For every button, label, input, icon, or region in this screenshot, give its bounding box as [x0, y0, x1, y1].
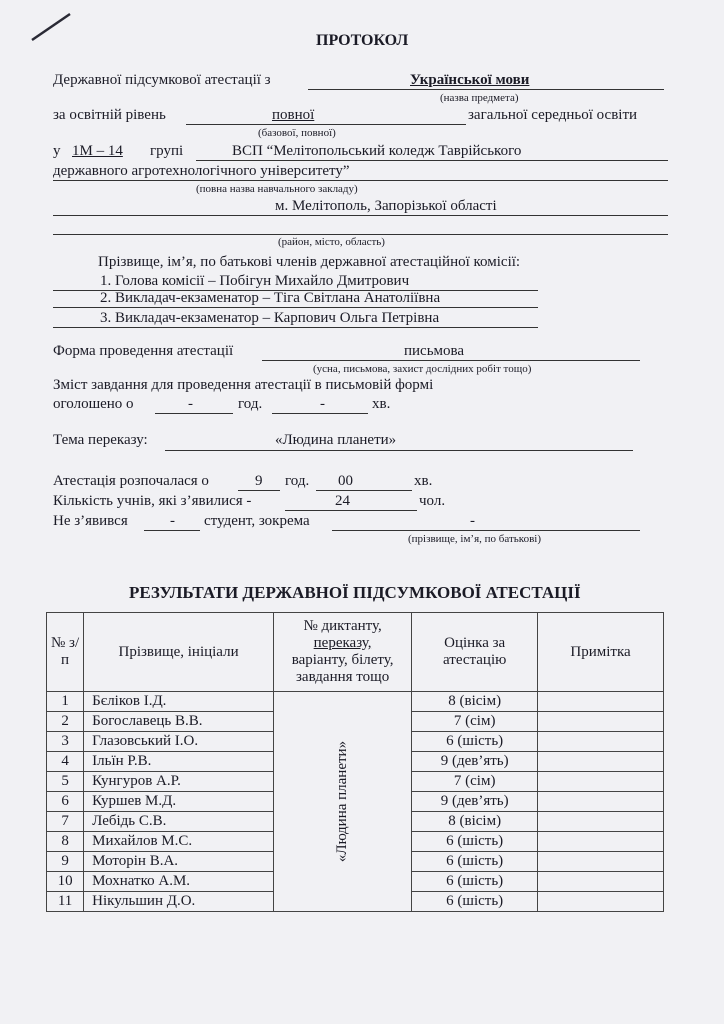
member-2-underline	[53, 307, 538, 308]
group-word: групі	[150, 143, 184, 159]
row-number: 10	[47, 872, 84, 892]
header-num: № з/п	[47, 613, 84, 692]
student-grade: 6 (шість)	[412, 832, 538, 852]
header-name: Прізвище, ініціали	[84, 613, 274, 692]
student-grade: 6 (шість)	[412, 732, 538, 752]
row-number: 6	[47, 792, 84, 812]
student-grade: 6 (шість)	[412, 852, 538, 872]
row-number: 3	[47, 732, 84, 752]
absent-mid: студент, зокрема	[204, 513, 310, 529]
results-title: РЕЗУЛЬТАТИ ДЕРЖАВНОЇ ПІДСУМКОВОЇ АТЕСТАЦІЇ	[129, 583, 581, 602]
row-number: 1	[47, 692, 84, 712]
student-name: Михайлов М.С.	[84, 832, 274, 852]
commission-heading: Прізвище, ім’я, по батькові членів державної атестаційної комісії:	[98, 254, 521, 270]
commission-member-1: 1. Голова комісії – Побігун Михайло Дмитрович	[100, 273, 410, 289]
present-label: Кількість учнів, які з’явилися -	[53, 493, 252, 509]
header-note: Примітка	[538, 613, 664, 692]
level-caption: (базової, повної)	[258, 127, 336, 139]
student-note	[538, 772, 664, 792]
subject-value: Української мови	[410, 72, 530, 88]
present-suffix: чол.	[419, 493, 446, 509]
student-grade: 9 (дев’ять)	[412, 792, 538, 812]
task-min: -	[320, 396, 325, 412]
institution-caption: (повна назва навчального закладу)	[196, 183, 358, 195]
subject-caption: (назва предмета)	[440, 92, 519, 104]
student-note	[538, 832, 664, 852]
task-hour: -	[188, 396, 193, 412]
city-underline-2	[53, 234, 668, 235]
commission-member-3: 3. Викладач-екзаменатор – Карпович Ольга Петрівна	[100, 310, 440, 326]
institution-underline-2	[53, 180, 668, 181]
topic-label: Тема переказу:	[53, 432, 148, 448]
city-value: м. Мелітополь, Запорізької області	[275, 198, 497, 214]
row-number: 2	[47, 712, 84, 732]
institution-underline-1	[196, 160, 668, 161]
start-hour: 9	[255, 473, 263, 489]
student-grade: 8 (вісім)	[412, 692, 538, 712]
student-name: Бєліков І.Д.	[84, 692, 274, 712]
start-min-label: хв.	[414, 473, 433, 489]
row-number: 7	[47, 812, 84, 832]
absent-names-underline	[332, 530, 640, 531]
header-variant-line-3: варіанту, білету,	[291, 652, 394, 668]
city-underline	[53, 215, 668, 216]
task-hour-label: год.	[238, 396, 263, 412]
form-label: Форма проведення атестації	[53, 343, 234, 359]
task-min-label: хв.	[372, 396, 391, 412]
member-3-underline	[53, 327, 538, 328]
group-prefix: у	[53, 143, 61, 159]
form-underline	[262, 360, 640, 361]
task-min-underline	[272, 413, 368, 414]
group-value: 1М – 14	[72, 143, 123, 159]
subject-underline	[308, 89, 664, 90]
present-value: 24	[335, 493, 350, 509]
pen-stroke-mark	[30, 12, 72, 42]
student-note	[538, 732, 664, 752]
student-grade: 6 (шість)	[412, 892, 538, 912]
topic-underline	[165, 450, 633, 451]
present-underline	[285, 510, 417, 511]
absent-underline	[144, 530, 200, 531]
results-table	[46, 612, 664, 912]
level-suffix: загальної середньої освіти	[468, 107, 638, 123]
row-number: 11	[47, 892, 84, 912]
variant-cell	[273, 692, 411, 912]
form-caption: (усна, письмова, захист дослідних робіт тощо)	[313, 363, 532, 375]
absent-value: -	[170, 513, 175, 529]
start-hour-label: год.	[285, 473, 310, 489]
student-note	[538, 852, 664, 872]
task-line-1: Зміст завдання для проведення атестації в письмовій формі	[53, 377, 434, 393]
student-name: Богославець В.В.	[84, 712, 274, 732]
student-name: Мохнатко А.М.	[84, 872, 274, 892]
student-name: Ільїн Р.В.	[84, 752, 274, 772]
student-note	[538, 792, 664, 812]
student-note	[538, 872, 664, 892]
student-note	[538, 752, 664, 772]
student-grade: 7 (сім)	[412, 772, 538, 792]
header-variant-line-1: № диктанту,	[303, 618, 382, 634]
topic-value: «Людина планети»	[275, 432, 397, 448]
student-note	[538, 892, 664, 912]
task-prefix: оголошено о	[53, 396, 134, 412]
start-prefix: Атестація розпочалася о	[53, 473, 209, 489]
student-name: Моторін В.А.	[84, 852, 274, 872]
student-grade: 7 (сім)	[412, 712, 538, 732]
header-variant-line-2: переказу,	[313, 635, 372, 651]
row-number: 9	[47, 852, 84, 872]
absent-caption: (прізвище, ім’я, по батькові)	[408, 533, 541, 545]
student-name: Глазовський І.О.	[84, 732, 274, 752]
student-grade: 9 (дев’ять)	[412, 752, 538, 772]
header-variant-line-4: завдання тощо	[296, 669, 390, 685]
start-min-underline	[316, 490, 412, 491]
institution-line-1: ВСП “Мелітопольський коледж Таврійського	[232, 143, 522, 159]
student-grade: 8 (вісім)	[412, 812, 538, 832]
header-variant	[273, 613, 411, 692]
table-row	[47, 692, 664, 712]
page-title: ПРОТОКОЛ	[316, 32, 409, 49]
start-min: 00	[338, 473, 353, 489]
level-underline	[186, 124, 466, 125]
form-value: письмова	[404, 343, 465, 359]
student-note	[538, 812, 664, 832]
variant-value: «Людина планети»	[334, 740, 351, 863]
student-note	[538, 712, 664, 732]
level-value: повної	[272, 107, 315, 123]
row-number: 5	[47, 772, 84, 792]
subject-label: Державної підсумкової атестації з	[53, 72, 271, 88]
student-name: Лебідь С.В.	[84, 812, 274, 832]
row-number: 4	[47, 752, 84, 772]
row-number: 8	[47, 832, 84, 852]
student-name: Кунгуров А.Р.	[84, 772, 274, 792]
absent-label: Не з’явився	[53, 513, 128, 529]
city-caption: (район, місто, область)	[278, 236, 385, 248]
start-hour-underline	[238, 490, 280, 491]
institution-line-2: державного агротехнологічного університету”	[53, 163, 350, 179]
absent-names: -	[470, 513, 475, 529]
student-grade: 6 (шість)	[412, 872, 538, 892]
commission-member-2: 2. Викладач-екзаменатор – Тіга Світлана Анатоліївна	[100, 290, 441, 306]
task-hour-underline	[155, 413, 233, 414]
table-header-row	[47, 613, 664, 692]
header-grade: Оцінка за атестацію	[412, 613, 538, 692]
level-label: за освітній рівень	[53, 107, 166, 123]
student-name: Куршев М.Д.	[84, 792, 274, 812]
student-name: Нікульшин Д.О.	[84, 892, 274, 912]
student-note	[538, 692, 664, 712]
